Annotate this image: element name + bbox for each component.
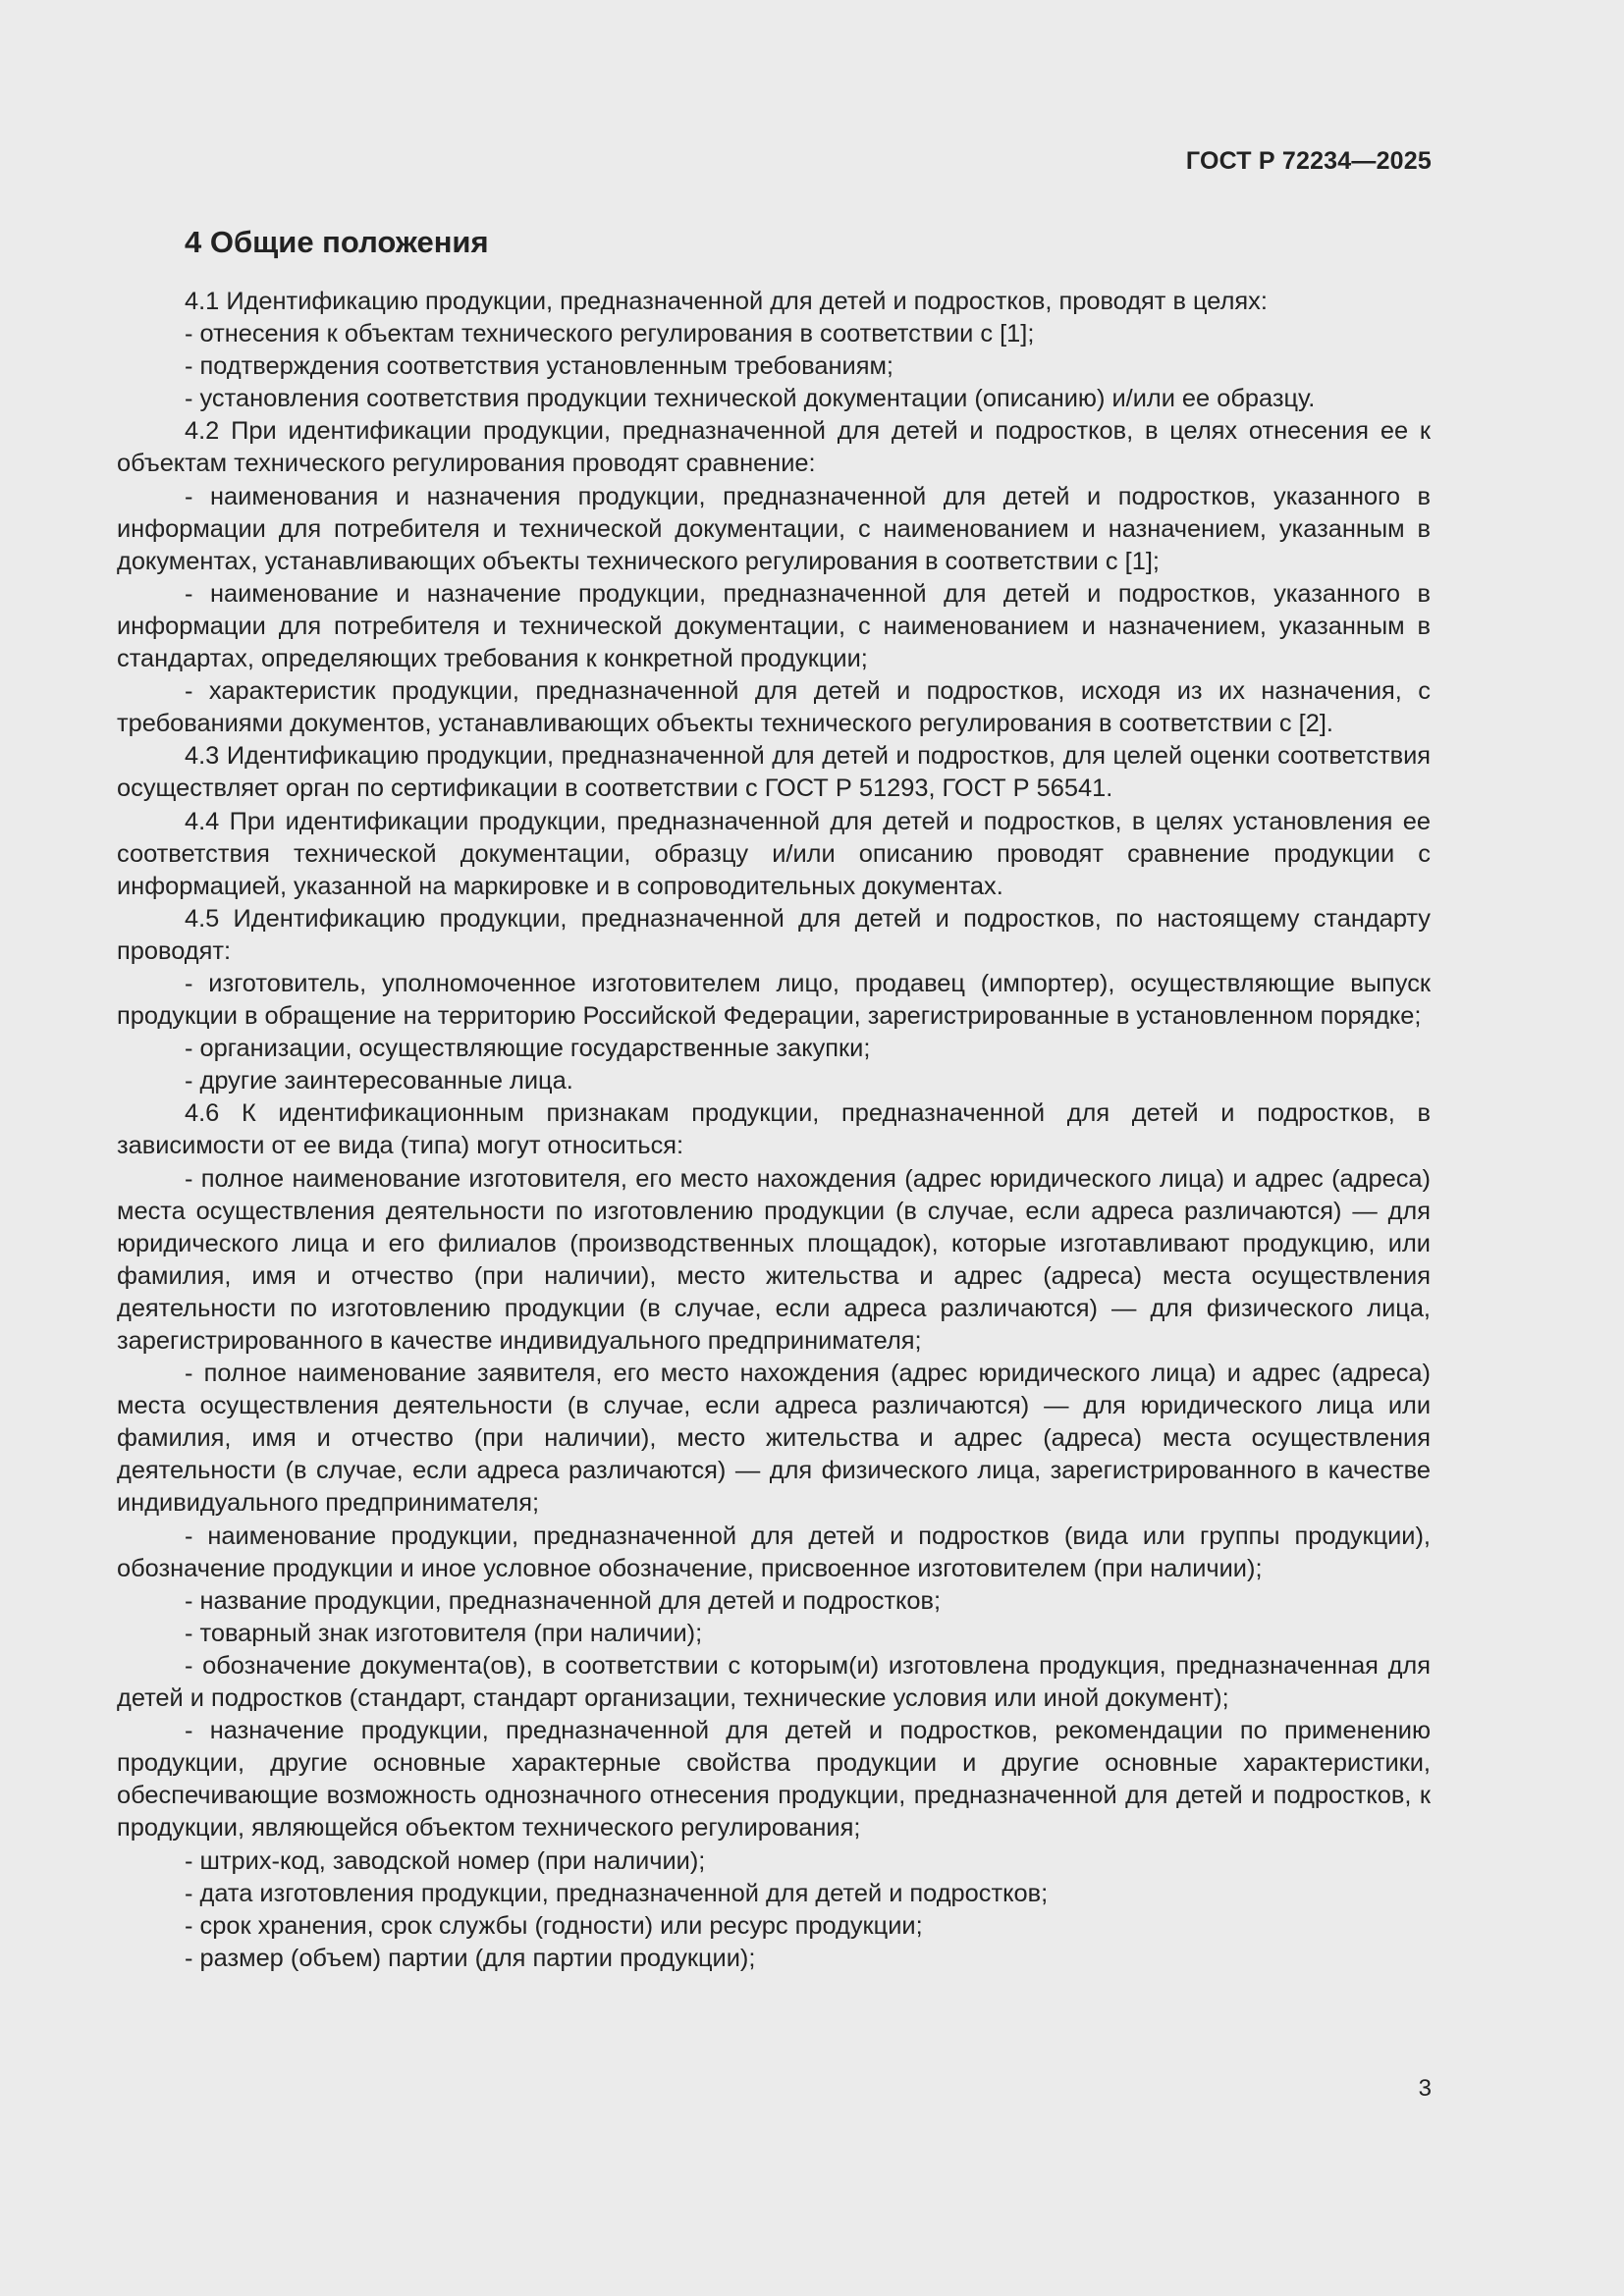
clause-4-5: 4.5 Идентификацию продукции, предназначенной для детей и подростков, по настоящему стандарту проводят:: [117, 904, 1431, 965]
clause-4-6: 4.6 К идентификационным признакам продукции, предназначенной для детей и подростков, в зависимости от ее вида (типа) могут относиться:: [117, 1099, 1431, 1160]
list-item: - отнесения к объектам технического регулирования в соответствии с [1];: [185, 320, 1035, 348]
list-item: - размер (объем) партии (для партии продукции);: [185, 1944, 756, 1972]
list-item: - назначение продукции, предназначенной для детей и подростков, рекомендации по применению продукции, другие основные характерные свойства продукции и другие основные характеристики, обеспечивающие возможность однозначного отнесения продукции, предназначенной для детей и подростков, к продукции, являющейся объектом технического регулирования;: [117, 1717, 1431, 1842]
list-item: - организации, осуществляющие государственные закупки;: [185, 1035, 871, 1063]
list-item: - наименование и назначение продукции, предназначенной для детей и подростков, указанного в информации для потребителя и технической документации, с наименованием и назначением, указанным в стандартах, определяющих требования к конкретной продукции;: [117, 579, 1431, 673]
clause-4-3: 4.3 Идентификацию продукции, предназначенной для детей и подростков, для целей оценки соответствия осуществляет орган по сертификации в соответствии с ГОСТ Р 51293, ГОСТ Р 56541.: [117, 742, 1431, 803]
section-body: [117, 286, 1431, 1975]
list-item: - изготовитель, уполномоченное изготовителем лицо, продавец (импортер), осуществляющие выпуск продукции в обращение на территорию Российской Федерации, зарегистрированные в установленном порядке;: [117, 969, 1431, 1031]
list-item: - наименования и назначения продукции, предназначенной для детей и подростков, указанного в информации для потребителя и технической документации, с наименованием и назначением, указанным в документах, устанавливающих объекты технического регулирования в соответствии с [1];: [117, 482, 1431, 575]
list-item: - характеристик продукции, предназначенной для детей и подростков, исходя из их назначения, с требованиями документов, устанавливающих объекты технического регулирования в соответствии с [2].: [117, 677, 1431, 738]
list-item: - обозначение документа(ов), в соответствии с которым(и) изготовлена продукция, предназначенная для детей и подростков (стандарт, стандарт организации, технические условия или иной документ);: [117, 1651, 1431, 1713]
clause-4-2: 4.2 При идентификации продукции, предназначенной для детей и подростков, в целях отнесения ее к объектам технического регулирования проводят сравнение:: [117, 417, 1431, 478]
section-title: 4 Общие положения: [185, 225, 489, 259]
list-item: - установления соответствия продукции технической документации (описанию) и/или ее образцу.: [185, 385, 1316, 413]
page-number: 3: [1418, 2075, 1432, 2102]
list-item: - штрих-код, заводской номер (при наличии);: [185, 1846, 706, 1875]
list-item: - другие заинтересованные лица.: [185, 1067, 573, 1095]
list-item: - название продукции, предназначенной для детей и подростков;: [185, 1586, 942, 1615]
list-item: - полное наименование заявителя, его место нахождения (адрес юридического лица) и адрес (адреса) места осуществления деятельности (в случае, если адреса различаются) — для юридического лица или фамилия, имя и отчество (при наличии), место жительства и адрес (адреса) места осуществления деятельности (в случае, если адреса различаются) — для физического лица, зарегистрированного в качестве индивидуального предпринимателя;: [117, 1360, 1431, 1518]
list-item: - дата изготовления продукции, предназначенной для детей и подростков;: [185, 1879, 1049, 1907]
clause-4-4: 4.4 При идентификации продукции, предназначенной для детей и подростков, в целях установления ее соответствия технической документации, образцу и/или описанию проводят сравнение продукции с информацией, указанной на маркировке и в сопроводительных документах.: [117, 807, 1431, 900]
list-item: - срок хранения, срок службы (годности) или ресурс продукции;: [185, 1911, 923, 1940]
clause-4-1: 4.1 Идентификацию продукции, предназначенной для детей и подростков, проводят в целях:: [185, 288, 1268, 315]
list-item: - товарный знак изготовителя (при наличии);: [185, 1619, 703, 1647]
list-item: - наименование продукции, предназначенной для детей и подростков (вида или группы продукции), обозначение продукции и иное условное обозначение, присвоенное изготовителем (при наличии);: [117, 1522, 1431, 1582]
document-code: ГОСТ Р 72234—2025: [1185, 147, 1432, 175]
list-item: - полное наименование изготовителя, его место нахождения (адрес юридического лица) и адрес (адреса) места осуществления деятельности по изготовлению продукции (в случае, если адреса различаются) — для юридического лица и его филиалов (производственных площадок), которые изготавливают продукцию, или фамилия, имя и отчество (при наличии), место жительства и адрес (адреса) места осуществления деятельности по изготовлению продукции (в случае, если адреса различаются) — для физического лица, зарегистрированного в качестве индивидуального предпринимателя;: [117, 1164, 1431, 1355]
list-item: - подтверждения соответствия установленным требованиям;: [185, 352, 893, 381]
